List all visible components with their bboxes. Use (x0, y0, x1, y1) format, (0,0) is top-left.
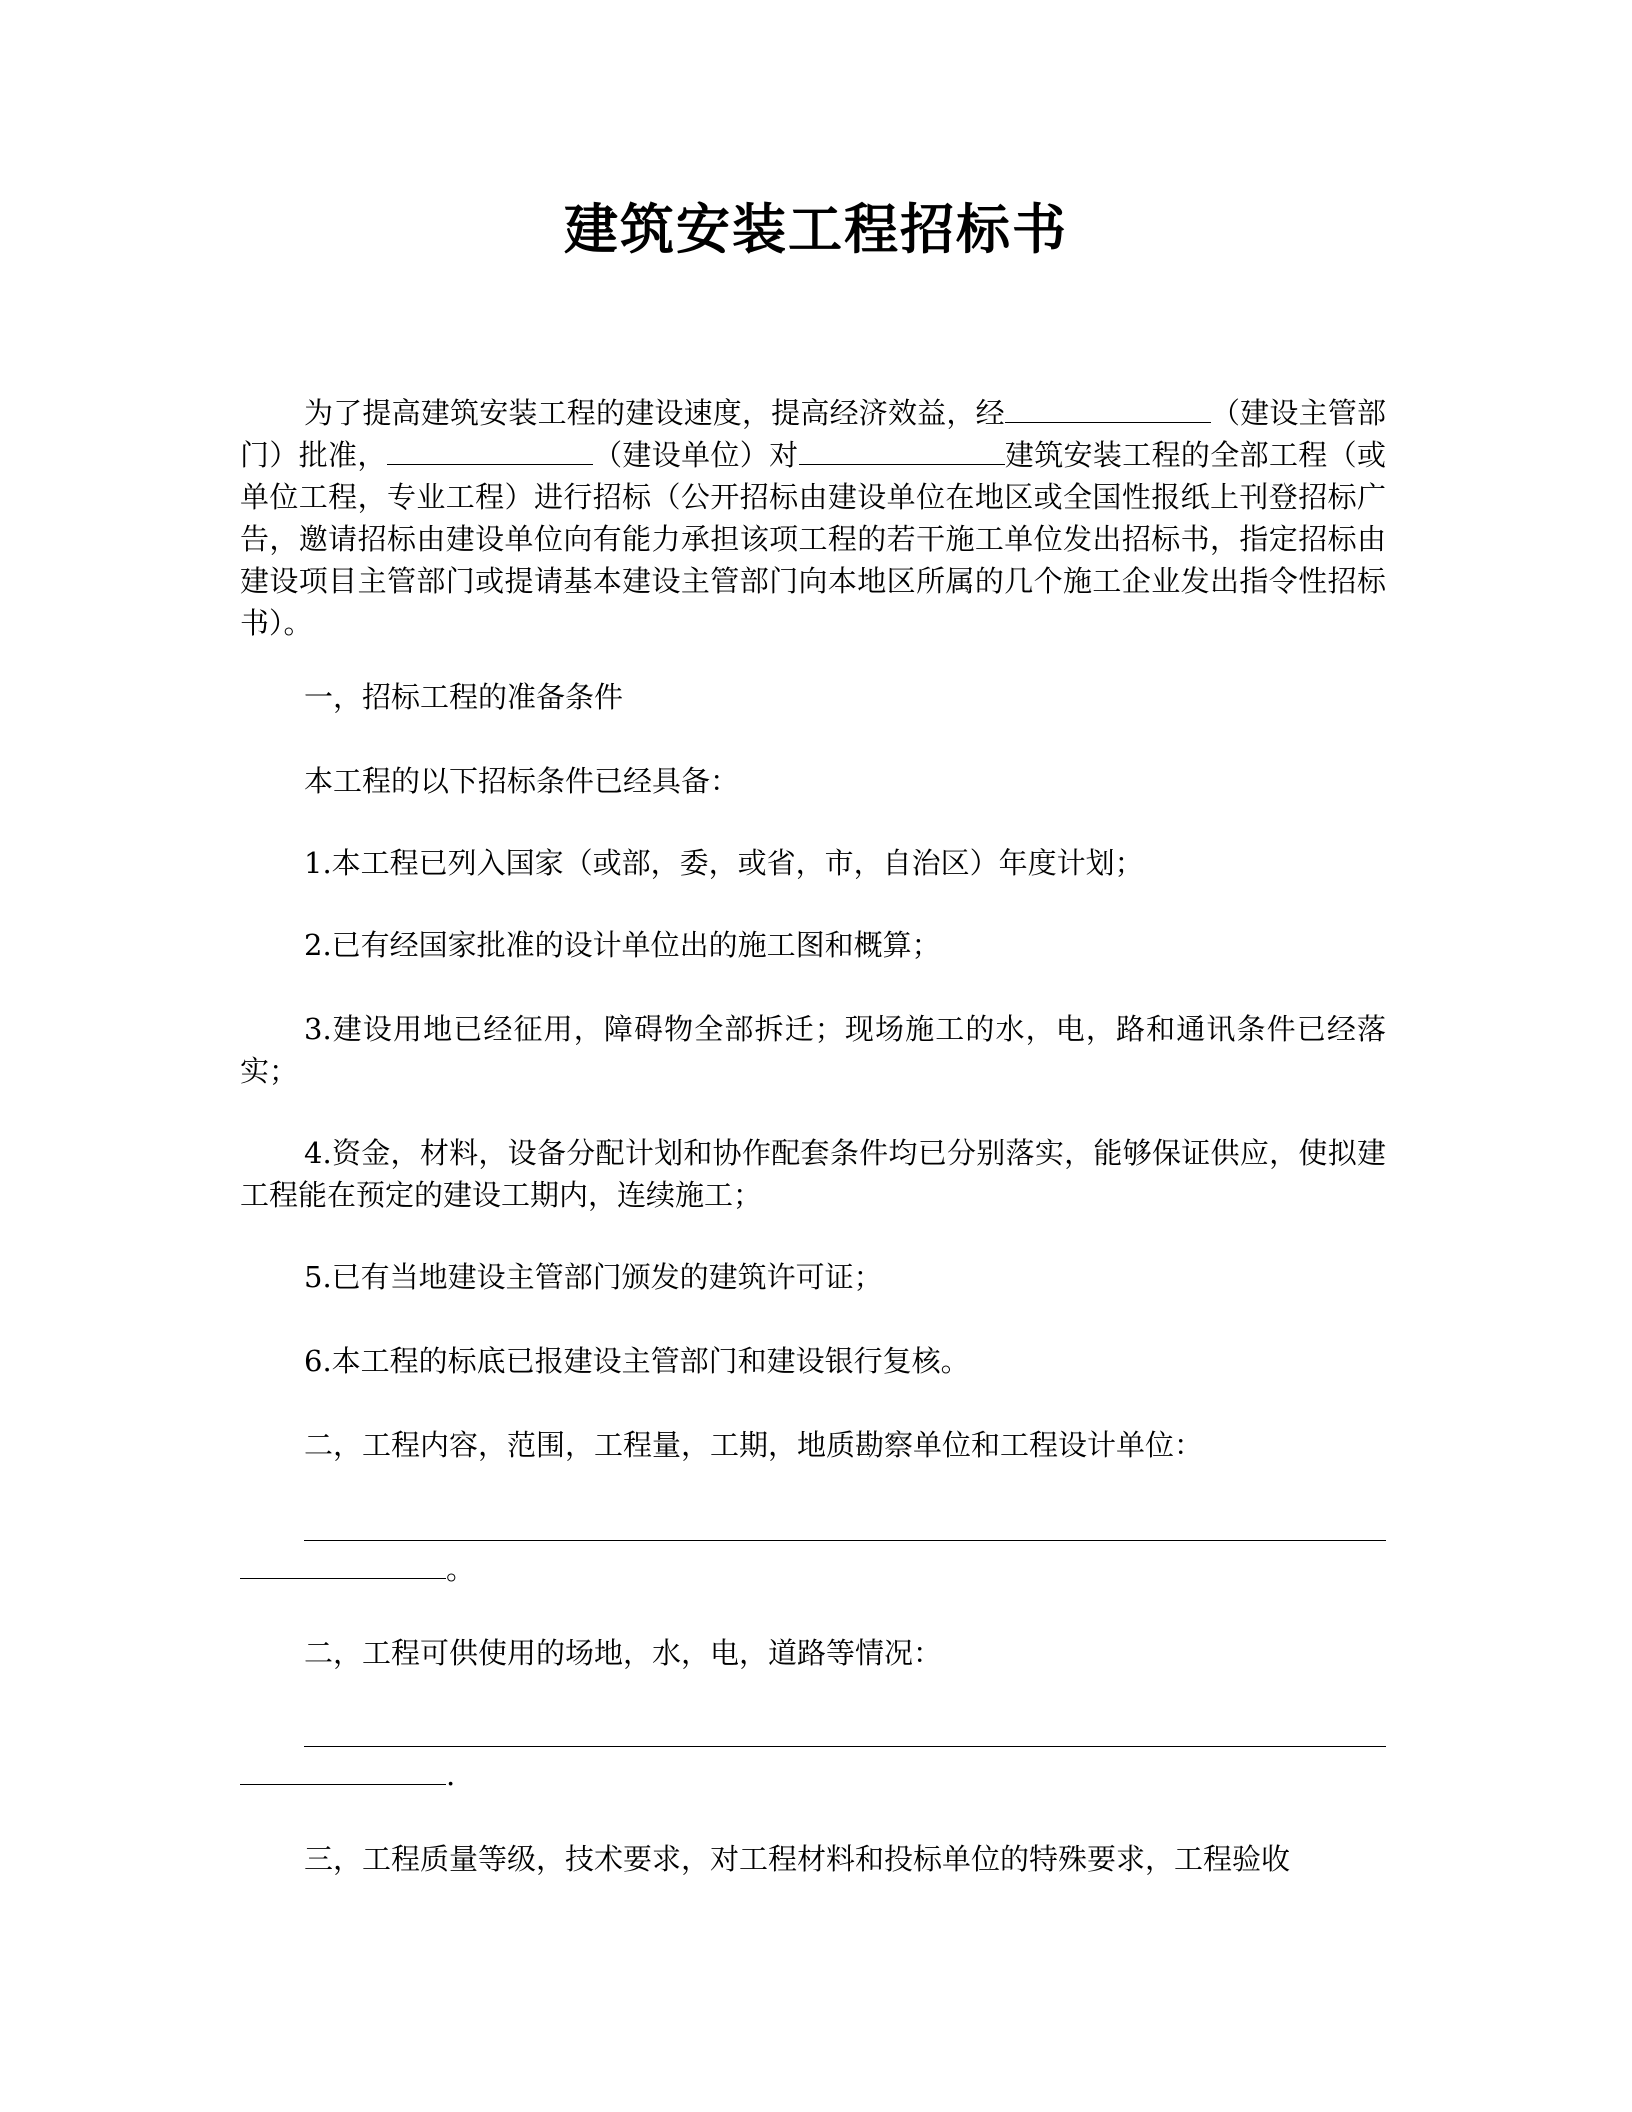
condition-item: 3.建设用地已经征用，障碍物全部拆迁；现场施工的水，电，路和通讯条件已经落实； (240, 1012, 1386, 1088)
section3-heading: 二，工程可供使用的场地，水，电，道路等情况： (304, 1636, 943, 1670)
blank-line-section2 (304, 1540, 1386, 1541)
intro-paragraph (240, 392, 1386, 644)
intro-text-4: 建筑安装工程的全部工程（或单位工程，专业工程）进行招标（公开招标由建设单位在地区或全国性报纸上刊登招标广告，邀请招标由建设单位向有能力承担该项工程的若干施工单位发出招标书，指定招标由建设项目主管部门或提请基本建设主管部门向本地区所属的几个施工企业发出指令性招标书）。 (240, 438, 1386, 640)
section4-heading: 三，工程质量等级，技术要求，对工程材料和投标单位的特殊要求，工程验收 (304, 1842, 1291, 1876)
intro-text-1: 为了提高建筑安装工程的建设速度，提高经济效益，经 (304, 396, 1005, 430)
blank-field-authority (1005, 392, 1211, 423)
intro-text-2: （建设主管部门）批准， (240, 396, 1386, 472)
section3-end-mark: . (446, 1758, 456, 1792)
condition-item: 5.已有当地建设主管部门颁发的建筑许可证； (304, 1260, 883, 1294)
condition-item: 2.已有经国家批准的设计单位出的施工图和概算； (304, 928, 941, 962)
section1-lead: 本工程的以下招标条件已经具备： (304, 764, 740, 798)
section1-heading: 一，招标工程的准备条件 (304, 680, 624, 714)
blank-line-end (240, 1754, 446, 1785)
condition-item: 1.本工程已列入国家（或部，委，或省，市，自治区）年度计划； (304, 846, 1144, 880)
section2-end-mark: 。 (446, 1552, 476, 1586)
blank-field-project (799, 434, 1005, 465)
blank-tail-section3 (240, 1754, 455, 1796)
document-title: 建筑安装工程招标书 (564, 198, 1068, 261)
blank-line-section3 (304, 1746, 1386, 1747)
intro-text-3: （建设单位）对 (592, 438, 799, 472)
blank-field-builder (387, 434, 593, 465)
blank-line-end (240, 1548, 446, 1579)
condition-item: 6.本工程的标底已报建设主管部门和建设银行复核。 (304, 1344, 970, 1378)
section2-heading: 二，工程内容，范围，工程量，工期，地质勘察单位和工程设计单位： (304, 1428, 1204, 1462)
blank-tail-section2 (240, 1548, 475, 1590)
condition-item: 4.资金，材料，设备分配计划和协作配套条件均已分别落实，能够保证供应，使拟建工程能在预定的建设工期内，连续施工； (240, 1136, 1386, 1212)
